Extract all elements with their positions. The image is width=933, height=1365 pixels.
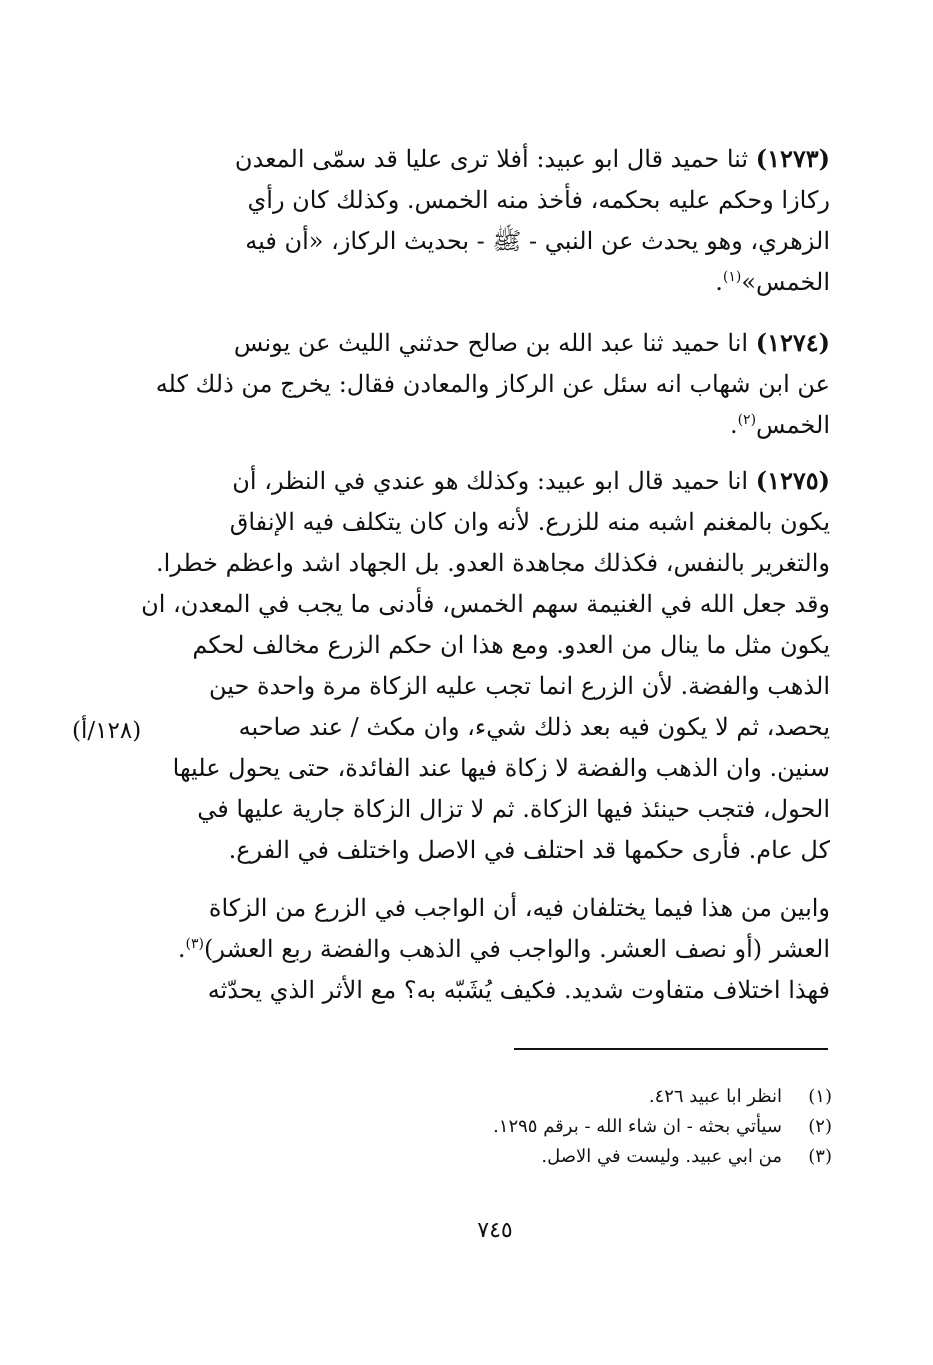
text-line: انا حميد قال ابو عبيد: وكذلك هو عندي في النظر، أن [232,467,749,495]
footnote-ref[interactable]: (١) [722,269,742,285]
text-line: يحصد، ثم لا يكون فيه بعد ذلك شيء، وان مكث / عند صاحبه [238,713,830,741]
footnote-item [300,1142,832,1172]
paragraph-1275 [141,460,830,871]
text-line: يكون مثل ما ينال من العدو. ومع هذا ان حكم الزرع مخالف لحكم [192,631,830,659]
text-line: الذهب والفضة. لأن الزرع انما تجب عليه الزكاة مرة واحدة حين [208,672,830,700]
footnote-divider [514,1048,828,1050]
paragraph-continuation: وابين من هذا فيما يختلفان فيه، أن الواجب في الزرع من الزكاة العشر (أو نصف العشر. والواجب في الذهب والفضة ربع العشر)$^{(٣)}$. فهذا اختلاف متفاوت شديد. فكيف يُشَبّه به؟ مع الأثر الذي يحدّثه [160,888,830,1011]
hadith-number: (١٢٧٥) [755,466,830,495]
hadith-number: (١٢٧٤) [755,328,830,357]
text-line: الحول، فتجب حينئذ فيها الزكاة. ثم لا تزال الزكاة جارية عليها في [197,795,830,823]
text-line: وابين من هذا فيما يختلفان فيه، أن الواجب في الزرع من الزكاة [208,894,830,922]
footnote-ref[interactable]: (٣) [185,936,204,952]
text-line: عن ابن شهاب انه سئل عن الركاز والمعادن فقال: يخرج من ذلك كله [155,370,830,398]
footnote-number: (٣) [808,1146,832,1167]
text-line: انا حميد ثنا عبد الله بن صالح حدثني الليث عن يونس [233,329,749,357]
text-line: الخمس» [741,268,830,296]
text-line: وقد جعل الله في الغنيمة سهم الخمس، فأدنى ما يجب في المعدن، ان [141,590,830,618]
text-line: العشر (أو نصف العشر. والواجب في الذهب والفضة ربع العشر) [204,935,830,963]
footnote-item [300,1082,832,1112]
margin-folio-note: (١٢٨/أ) [72,718,142,744]
footnote-item [300,1112,832,1142]
footnotes [300,1082,832,1172]
paragraph-1274: (١٢٧٤) انا حميد ثنا عبد الله بن صالح حدثني الليث عن يونس عن ابن شهاب انه سئل عن الركاز والمعادن فقال: يخرج من ذلك كله الخمس$^{(٢)}$. [155,328,830,439]
footnote-text: انظر ابا عبيد ٤٢٦. [648,1086,782,1107]
text-line: الزهري، وهو يحدث عن النبي - ﷺ - بحديث الركاز، «أن فيه [245,227,830,255]
text-line: ركازا وحكم عليه بحكمه، فأخذ منه الخمس. وكذلك كان رأي [247,186,830,214]
footnote-text: سيأتي بحثه - ان شاء الله - برقم ١٢٩٥. [493,1116,782,1137]
footnote-number: (٢) [808,1116,832,1137]
page-number: ٧٤٥ [477,1218,513,1243]
footnote-ref[interactable]: (٢) [737,412,757,428]
hadith-number: (١٢٧٣) [755,144,830,173]
text-line: يكون بالمغنم اشبه منه للزرع. لأنه وان كان يتكلف فيه الإنفاق [229,508,830,536]
footnote-text: من ابي عبيد. وليست في الاصل. [541,1146,782,1167]
text-line: والتغرير بالنفس، فكذلك مجاهدة العدو. بل الجهاد اشد واعظم خطرا. [155,549,830,577]
paragraph-1273: (١٢٧٣) ثنا حميد قال ابو عبيد: أفلا ترى عليا قد سمّى المعدن ركازا وحكم عليه بحكمه، فأخذ منه الخمس. وكذلك كان رأي الزهري، وهو يحدث عن النبي - ﷺ - بحديث الركاز، «أن فيه الخمس»$^{(١)}$. [160,138,830,303]
text-line: كل عام. فأرى حكمها قد احتلف في الاصل واختلف في الفرع. [228,836,830,864]
text-line: فهذا اختلاف متفاوت شديد. فكيف يُشَبّه به؟ مع الأثر الذي يحدّثه [207,976,830,1004]
footnote-number: (١) [808,1086,832,1107]
text-line: سنين. وان الذهب والفضة لا زكاة فيها عند الفائدة، حتى يحول عليها [172,754,830,782]
text-line: ثنا حميد قال ابو عبيد: أفلا ترى عليا قد سمّى المعدن [234,145,749,173]
text-line: الخمس [756,411,830,439]
